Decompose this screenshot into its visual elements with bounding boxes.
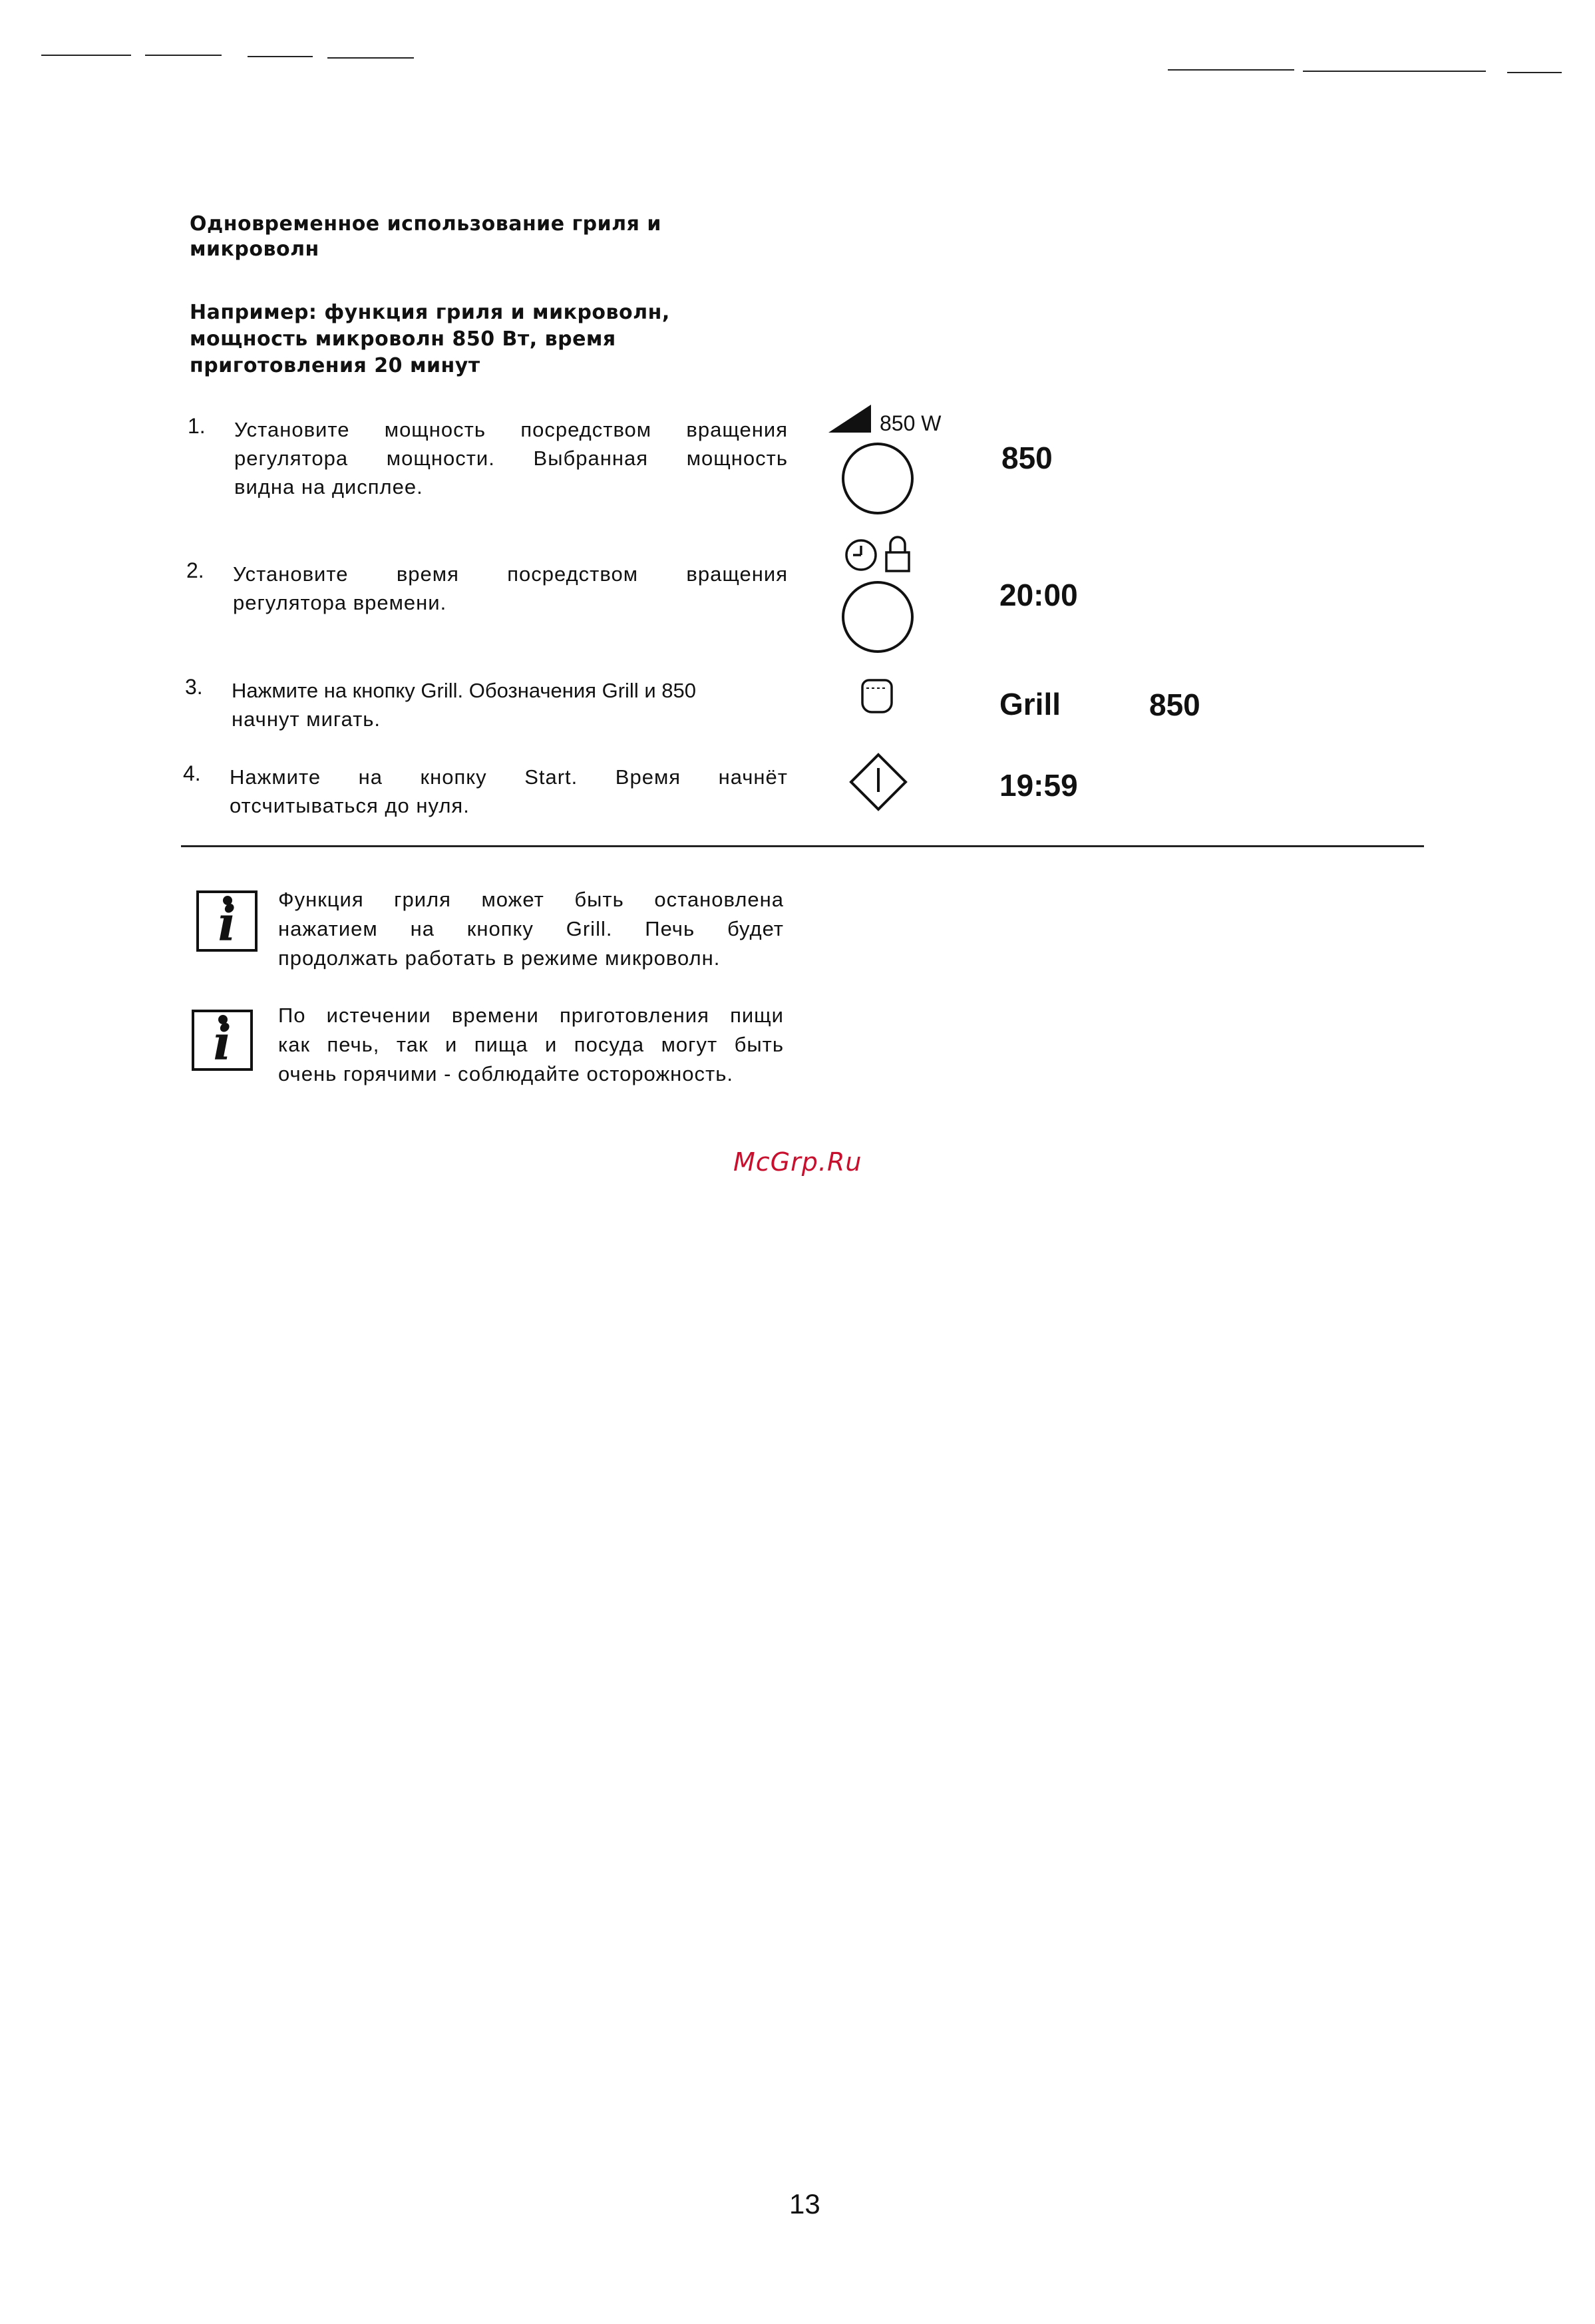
watermark-link[interactable]: McGrp.Ru [733, 1147, 862, 1177]
power-wedge-icon [827, 402, 874, 435]
example-heading [190, 299, 670, 379]
display-power: 850 [1001, 441, 1053, 475]
step-3-text [232, 676, 788, 733]
start-diamond-icon[interactable] [848, 752, 908, 812]
section-heading [190, 212, 661, 262]
scan-artifact-rule [1168, 69, 1294, 71]
note-text-line: Функция гриля может быть остановлена [278, 888, 784, 911]
step-number: 4. [183, 761, 201, 785]
note-2-text [278, 1001, 784, 1089]
step-text-line: Нажмите на кнопку Grill. Обозначения Grill и 850 [232, 679, 696, 702]
note-text-line: очень горячими - соблюдайте осторожность. [278, 1062, 734, 1085]
section-heading-line: микроволн [190, 238, 319, 261]
display-grill-label: Grill [999, 687, 1061, 721]
lock-icon [884, 532, 912, 574]
section-heading-line: Одновременное использование гриля и [190, 212, 661, 236]
scan-artifact-rule [248, 56, 313, 57]
grill-icon[interactable] [858, 678, 896, 716]
example-heading-line: приготовления 20 минут [190, 354, 480, 377]
info-icon [192, 1010, 253, 1071]
info-icon-glyph: i [213, 1014, 232, 1071]
note-text-line: продолжать работать в режиме микроволн. [278, 946, 721, 970]
step-text-line: отсчитываться до нуля. [230, 794, 470, 817]
display-time: 20:00 [999, 578, 1078, 612]
example-heading-line: мощность микроволн 850 Вт, время [190, 327, 616, 351]
power-label: 850 W [880, 411, 942, 435]
note-text-line: нажатием на кнопку Grill. Печь будет [278, 917, 784, 940]
note-text-line: По истечении времени приготовления пищи [278, 1004, 784, 1027]
step-text-line: Установите мощность посредством вращения [234, 418, 788, 441]
scan-artifact-rule [41, 55, 131, 56]
step-2-text [233, 560, 788, 617]
step-text-line: видна на дисплее. [234, 475, 423, 498]
step-4-text [230, 763, 788, 820]
scan-artifact-rule [1507, 72, 1562, 73]
display-grill-power: 850 [1149, 687, 1200, 722]
step-text-line: Установите время посредством вращения [233, 562, 788, 586]
scan-artifact-rule [145, 55, 222, 56]
step-text-line: начнут мигать. [232, 707, 381, 731]
display-countdown: 19:59 [999, 768, 1078, 803]
step-number: 2. [186, 558, 204, 582]
note-1-text [278, 885, 784, 973]
page-number: 13 [789, 2188, 820, 2220]
note-text-line: как печь, так и пища и посуда могут быть [278, 1033, 784, 1056]
step-text-line: Нажмите на кнопку Start. Время начнёт [230, 765, 788, 789]
scan-artifact-rule [327, 57, 414, 59]
clock-icon [844, 538, 878, 572]
step-text-line: регулятора времени. [233, 591, 447, 614]
info-icon-glyph: i [218, 895, 236, 952]
step-number: 3. [185, 675, 203, 699]
step-text-line: регулятора мощности. Выбранная мощность [234, 447, 788, 470]
scan-artifact-rule [1303, 71, 1486, 72]
step-number: 1. [188, 414, 206, 438]
time-knob-icon[interactable] [842, 581, 914, 653]
section-divider [181, 845, 1424, 847]
info-icon [196, 890, 258, 952]
power-knob-icon[interactable] [842, 443, 914, 514]
example-heading-line: Например: функция гриля и микроволн, [190, 301, 670, 324]
step-1-text [234, 415, 788, 501]
